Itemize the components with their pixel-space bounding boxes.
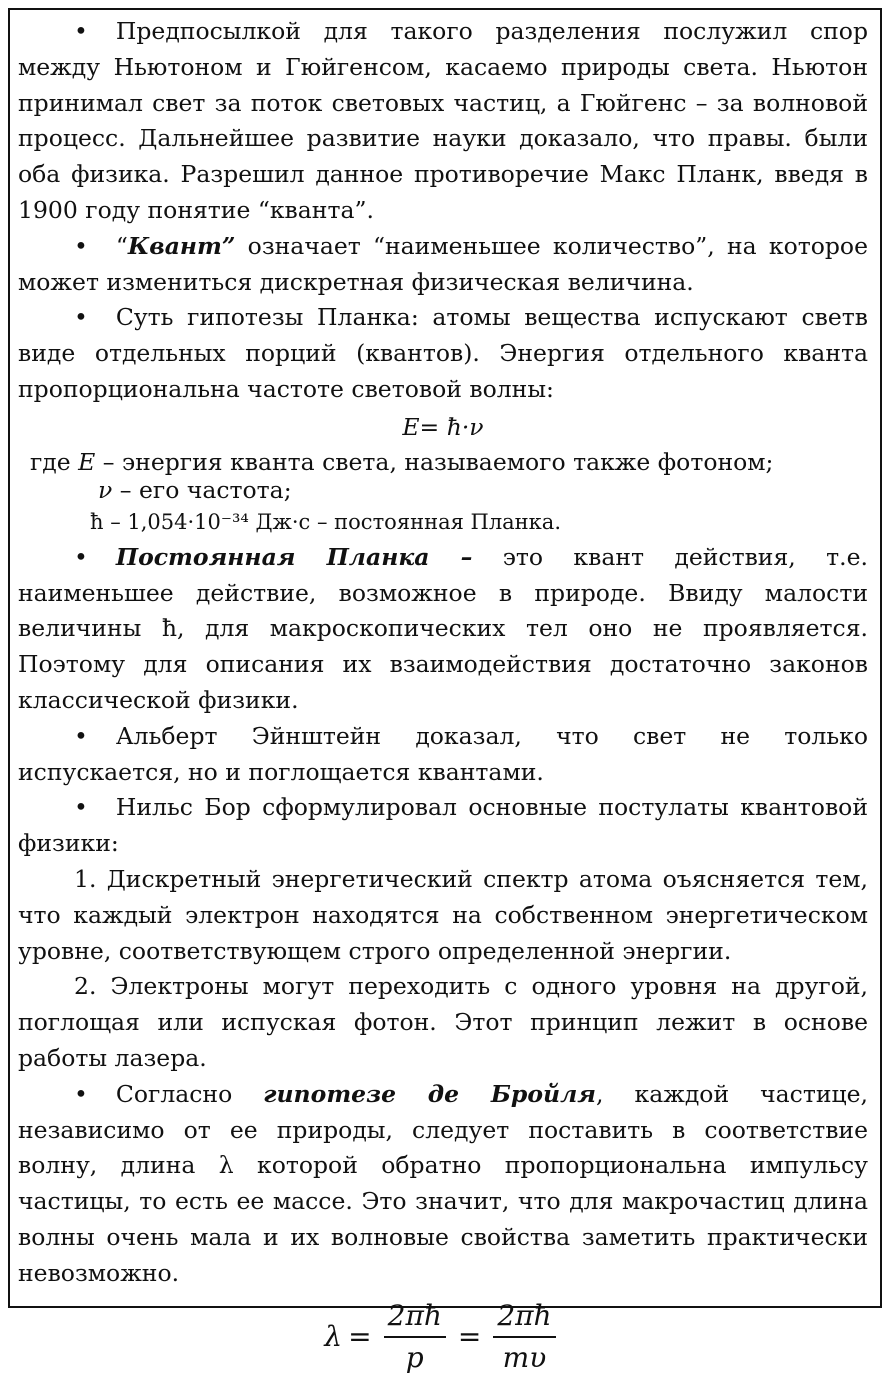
fraction-numerator: 2πħ (384, 1296, 446, 1338)
where-line-frequency (18, 476, 868, 504)
paragraph-planck-constant (18, 540, 868, 719)
paragraph-text: это квант действия, т.е. наименьшее действие, возможное в природе. Ввиду малости величины ħ, для макроскопических тел оно не проявляется. Поэтому для описания их взаимодействия достаточно законов классической физики. (18, 542, 868, 714)
paragraph-text: Альберт Эйнштейн доказал, что свет не только испускается, но и поглощается квантами. (18, 721, 868, 786)
where-text: – его частота; (112, 475, 292, 504)
formula-equals: = (457, 1319, 482, 1353)
fraction-numerator: 2πħ (493, 1296, 555, 1338)
paragraph-einstein (18, 719, 868, 791)
paragraph-text: Нильс Бор сформулировал основные постулаты квантовой физики: (18, 793, 868, 858)
paragraph-text: Предпосылкой для такого разделения послужил спор между Ньютоном и Гюйгенсом, касаемо природы света. Ньютон принимал свет за поток световых частиц, а Гюйгенс – за волновой процесс. Дальнейшее развитие науки доказало, что правы. были оба физика. Разрешил данное противоречие Макс Планк, введя в 1900 году понятие “кванта”. (18, 17, 868, 224)
formula-equals: = (348, 1319, 372, 1353)
paragraph-bohr (18, 790, 868, 862)
fraction-denominator: p (405, 1340, 424, 1374)
fraction-mass-velocity (493, 1296, 555, 1378)
where-label: где (30, 447, 79, 476)
bullet-icon: • (74, 793, 88, 822)
postulate-1: 1. Дискретный энергетический спектр атома оъясняется тем, что каждый электрон находятся на собственном энергетическом уровне, соответствующем строго определенной энергии. (18, 864, 868, 965)
bullet-icon: • (74, 17, 88, 45)
paragraph-text: означает “наименьшее количество”, на которое может измениться дискретная физическая величина. (18, 231, 868, 296)
variable-nu: ν (98, 475, 113, 504)
variable-e: E (78, 447, 96, 476)
formula-photon-energy: E= ħ·ν (402, 412, 484, 441)
where-line-energy (18, 448, 868, 476)
paragraph-newton-huygens (18, 14, 868, 229)
where-line-planck: ħ – 1,054·10⁻³⁴ Дж·с – постоянная Планка. (90, 509, 562, 534)
quote-mark: “ (115, 231, 128, 260)
paragraph-text: , каждой частице, независимо от ее природы, следует поставить в соответствие волну, длина λ которой обратно пропорциональна импульсу частицы, то есть ее массе. Это значит, что для макрочастиц длина волны очень мала и их волновые свойства заметить практически невозможно. (18, 1079, 868, 1287)
formula-lambda: λ (324, 1319, 343, 1353)
postulate-2: 2. Электроны могут переходить с одного уровня на другой, поглощая или испуская фотон. Этот принцип лежит в основе работы лазера. (18, 972, 868, 1072)
paragraph-text: Суть гипотезы Планка: атомы вещества испускают светв виде отдельных порций (квантов). Энергия отдельного кванта пропорциональна частоте световой волны: (18, 303, 868, 403)
term-quantum: Квант” (127, 231, 236, 260)
bullet-icon: • (74, 1079, 88, 1108)
where-text: – энергия кванта света, называемого также фотоном; (95, 447, 774, 476)
fraction-denominator: mυ (502, 1340, 547, 1374)
formula-de-broglie (18, 1296, 868, 1378)
paragraph-planck-hypothesis (18, 300, 868, 407)
bullet-icon: • (74, 303, 88, 332)
term-de-broglie: гипотезе де Бройля (263, 1079, 597, 1108)
paragraph-quantum-definition (18, 229, 868, 301)
bullet-icon: • (74, 721, 88, 750)
bullet-icon: • (74, 542, 88, 571)
paragraph-text: Согласно (115, 1079, 264, 1108)
term-planck-constant: Постоянная Планка – (115, 542, 473, 571)
fraction-momentum (384, 1296, 446, 1378)
paragraph-de-broglie (18, 1077, 868, 1292)
bullet-icon: • (74, 231, 88, 260)
